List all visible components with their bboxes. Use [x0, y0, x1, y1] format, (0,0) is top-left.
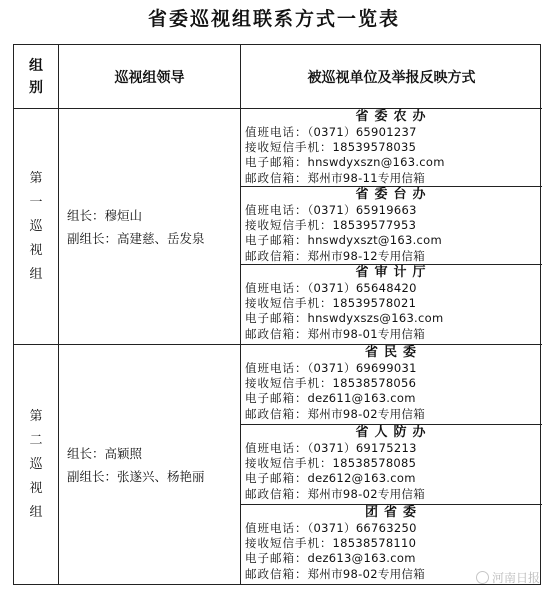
email-line — [245, 551, 542, 566]
group-name-char: 视 — [29, 481, 43, 496]
unit-block — [241, 265, 542, 343]
email-value[interactable]: hnswdyxszt@163.com — [307, 233, 442, 248]
sms-label: 接收短信手机： — [245, 140, 333, 155]
sms-line — [245, 140, 542, 155]
email-value[interactable]: hnswdyxszn@163.com — [307, 155, 445, 170]
sms-value: 18539578021 — [332, 296, 417, 311]
mailbox-label: 邮政信箱： — [245, 170, 308, 185]
duty-phone-value: （0371）65919663 — [307, 203, 417, 217]
header-group-line1: 组 — [29, 57, 43, 74]
unit-block — [241, 109, 542, 187]
duty-phone-line — [245, 125, 542, 140]
group-name-char: 组 — [29, 505, 43, 520]
duty-phone-label: 值班电话： — [245, 441, 308, 455]
deputy-names: 副组长：高建慈、岳发泉 — [67, 230, 205, 246]
sms-label: 接收短信手机： — [245, 536, 333, 551]
leader-cell — [59, 345, 241, 585]
group-row — [14, 345, 542, 585]
mailbox-label: 邮政信箱： — [245, 248, 308, 263]
sms-value: 18539577953 — [332, 218, 417, 233]
unit-block — [241, 345, 542, 425]
mailbox-label: 邮政信箱： — [245, 486, 308, 501]
email-line — [245, 471, 542, 486]
header-group — [14, 45, 59, 109]
watermark-text: 河南日报 — [491, 571, 540, 585]
duty-phone-line — [245, 441, 542, 456]
duty-phone-label: 值班电话： — [245, 125, 308, 139]
sms-line — [245, 296, 542, 311]
sms-line — [245, 456, 542, 471]
watermark-logo-icon — [476, 571, 489, 584]
mailbox-label: 邮政信箱： — [245, 566, 308, 581]
duty-phone-line — [245, 521, 542, 536]
leader-name: 组长：穆烜山 — [67, 207, 143, 223]
duty-phone-value: （0371）66763250 — [307, 521, 417, 535]
duty-phone-label: 值班电话： — [245, 521, 308, 535]
email-label: 电子邮箱： — [245, 391, 308, 406]
page-title: 省委巡视组联系方式一览表 — [147, 8, 400, 30]
group-name-char: 巡 — [29, 457, 43, 472]
email-label: 电子邮箱： — [245, 155, 308, 170]
email-label: 电子邮箱： — [245, 551, 308, 566]
sms-label: 接收短信手机： — [245, 218, 333, 233]
duty-phone-label: 值班电话： — [245, 361, 308, 375]
mailbox-label: 邮政信箱： — [245, 406, 308, 421]
duty-phone-value: （0371）69699031 — [307, 361, 417, 375]
mailbox-label: 邮政信箱： — [245, 326, 308, 341]
mailbox-line — [245, 327, 542, 342]
group-name-cell — [14, 345, 59, 585]
leader-name: 组长：高颖照 — [67, 446, 143, 461]
duty-phone-value: （0371）65648420 — [307, 281, 417, 295]
unit-name: 省委农办 — [355, 109, 432, 124]
email-label: 电子邮箱： — [245, 311, 308, 326]
sms-value: 18538578110 — [332, 536, 417, 551]
mailbox-line — [245, 171, 542, 186]
sms-line — [245, 218, 542, 233]
email-value[interactable]: dez613@163.com — [307, 551, 416, 566]
units-cell — [241, 109, 542, 344]
email-line — [245, 391, 542, 406]
mailbox-value: 郑州市98-02专用信箱 — [307, 486, 426, 501]
email-value[interactable]: dez612@163.com — [307, 471, 416, 486]
leader-cell — [59, 109, 241, 344]
sms-label: 接收短信手机： — [245, 376, 333, 391]
duty-phone-label: 值班电话： — [245, 203, 308, 217]
duty-phone-label: 值班电话： — [245, 281, 308, 295]
group-name-char: 一 — [29, 194, 43, 210]
group-name-char: 第 — [29, 409, 43, 424]
header-contact: 被巡视单位及举报反映方式 — [241, 45, 542, 109]
sms-value: 18539578035 — [332, 140, 417, 155]
unit-block — [241, 425, 542, 505]
email-line — [245, 233, 542, 248]
sms-label: 接收短信手机： — [245, 296, 333, 311]
duty-phone-value: （0371）65901237 — [307, 125, 417, 139]
group-name-char: 组 — [29, 266, 43, 282]
sms-value: 18538578085 — [332, 456, 417, 471]
duty-phone-line — [245, 281, 542, 296]
mailbox-value: 郑州市98-02专用信箱 — [307, 406, 426, 421]
duty-phone-line — [245, 203, 542, 218]
mailbox-value: 郑州市98-11专用信箱 — [307, 170, 426, 185]
email-label: 电子邮箱： — [245, 471, 308, 486]
duty-phone-value: （0371）69175213 — [307, 441, 417, 455]
email-label: 电子邮箱： — [245, 233, 308, 248]
group-name-char: 二 — [29, 433, 43, 448]
mailbox-line — [245, 487, 542, 502]
duty-phone-line — [245, 361, 542, 376]
header-leader: 巡视组领导 — [59, 45, 241, 109]
email-line — [245, 311, 542, 326]
email-line — [245, 155, 542, 170]
deputy-names: 副组长：张遂兴、杨艳丽 — [67, 469, 205, 484]
sms-value: 18538578056 — [332, 376, 417, 391]
mailbox-line — [245, 407, 542, 422]
sms-line — [245, 536, 542, 551]
watermark — [476, 569, 540, 586]
email-value[interactable]: hnswdyxszs@163.com — [307, 311, 444, 326]
group-name-char: 视 — [29, 242, 43, 258]
unit-name: 省人防办 — [355, 425, 432, 440]
group-name-char: 巡 — [29, 218, 43, 234]
unit-name: 团省委 — [364, 505, 422, 520]
group-row — [14, 109, 542, 345]
header-group-line2: 别 — [29, 79, 43, 96]
mailbox-line — [245, 249, 542, 264]
mailbox-value: 郑州市98-02专用信箱 — [307, 566, 426, 581]
mailbox-value: 郑州市98-12专用信箱 — [307, 248, 426, 263]
sms-label: 接收短信手机： — [245, 456, 333, 471]
sms-line — [245, 376, 542, 391]
email-value[interactable]: dez611@163.com — [307, 391, 416, 406]
unit-name: 省委台办 — [355, 187, 432, 202]
unit-name: 省审计厅 — [355, 265, 432, 280]
unit-name: 省民委 — [364, 345, 422, 360]
group-name-cell — [14, 109, 59, 344]
units-cell — [241, 345, 542, 585]
group-name-char: 第 — [29, 170, 43, 186]
contact-table — [13, 44, 541, 585]
mailbox-value: 郑州市98-01专用信箱 — [307, 326, 426, 341]
unit-block — [241, 187, 542, 265]
